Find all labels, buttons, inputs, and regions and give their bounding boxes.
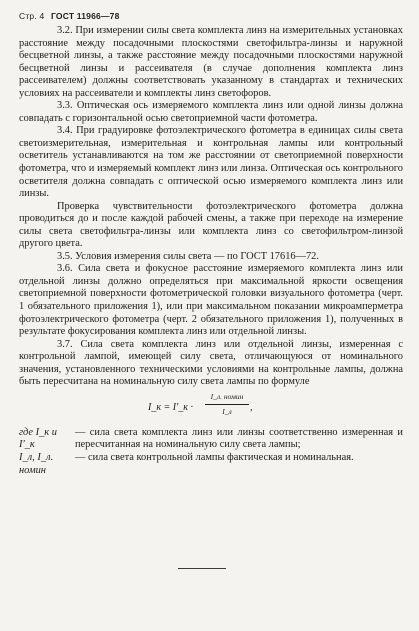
formula-lhs: I_к = I′_к · [148,401,193,413]
formula-denominator: I_л [222,407,232,417]
paragraph-3-4: 3.4. При градуировке фотоэлектрического фотометра в единицах силы света светоизмерительная, измерительная и контрольная лампы или контрольный осветитель устанавливаются на том же расстоянии от светоприемной поверхности фотометра, что и измеряемый комплект линз или линза. Оптическая ось контрольного осветителя должна совпадать с оптической осью измеряемого комплекта линз или линзы. [19,125,403,200]
legend-symbol: где I_к и I′_к [19,426,57,451]
legend-text: — сила света контрольной лампы фактическая и номинальная. [75,451,354,463]
paragraph-3-7: 3.7. Сила света комплекта линз или отдельной линзы, измеренная с контрольной лампой, имеющей силу света, отличающуюся от номинального значения, установленного техническими условиями на контрольные лампы, должна быть пересчитана на номинальную силу света лампы по формуле [19,338,403,388]
paragraph-3-2: 3.2. При измерении силы света комплекта линз на измерительных установках расстояние между посадочными плоскостями светофильтра-линзы и наружной бесцветной линзы, а также расстояние между посадочными плоскостями наружной бесцветной линзы и рассеивателя (в случае дополнения комплекта линз рассеивателем) должны соответствовать указанному в стандартах и технических условиях на рассеиватели и комплекты линз светофоров. [19,25,403,99]
formula-fraction [205,391,249,419]
legend-row [19,452,403,477]
standard-number: ГОСТ 11966—78 [50,11,120,21]
formula-numerator: I_л. номин [205,391,249,406]
paragraph-3-5: 3.5. Условия измерения силы света — по ГОСТ 17616—72. [57,250,319,262]
formula [19,391,403,425]
document-body [19,25,403,477]
page-number: Стр. 4 [19,11,45,21]
legend-text: — сила света комплекта линз или линзы соответственно измеренная и пересчитанная на номинальную силу света лампы; [75,426,403,451]
page-header [19,11,120,21]
paragraph-3-3: 3.3. Оптическая ось измеряемого комплекта линз или одной линзы должна совпадать с горизонтальной осью светоприемной части фотометра. [19,100,403,124]
formula-tail: , [250,401,253,413]
legend-row [19,427,403,452]
legend-symbol: I_л, I_л. номин [19,451,54,476]
end-rule [178,568,226,569]
paragraph-3-6: 3.6. Сила света и фокусное расстояние измеряемого комплекта линз или отдельной линзы должно определяться при максимальной яркости освещения светоприемной поверхности фотометрической головки визуального фотометра (черт. 1 обязательного приложения 1), или при максимальном показании микроамперметра фотоэлектрического фотометра (черт. 2 обязательного приложения 1), полученных в результате фокусирования комплекта линз или отдельной линзы. [19,263,403,338]
formula-legend [19,427,403,477]
paragraph-sensitivity-check: Проверка чувствительности фотоэлектрического фотометра должна проводиться до и после каждой рабочей смены, а также при переходе на измерение силы света светофильтра-линзы или комплекта линз со светофильтром-линзой другого цвета. [19,200,403,250]
